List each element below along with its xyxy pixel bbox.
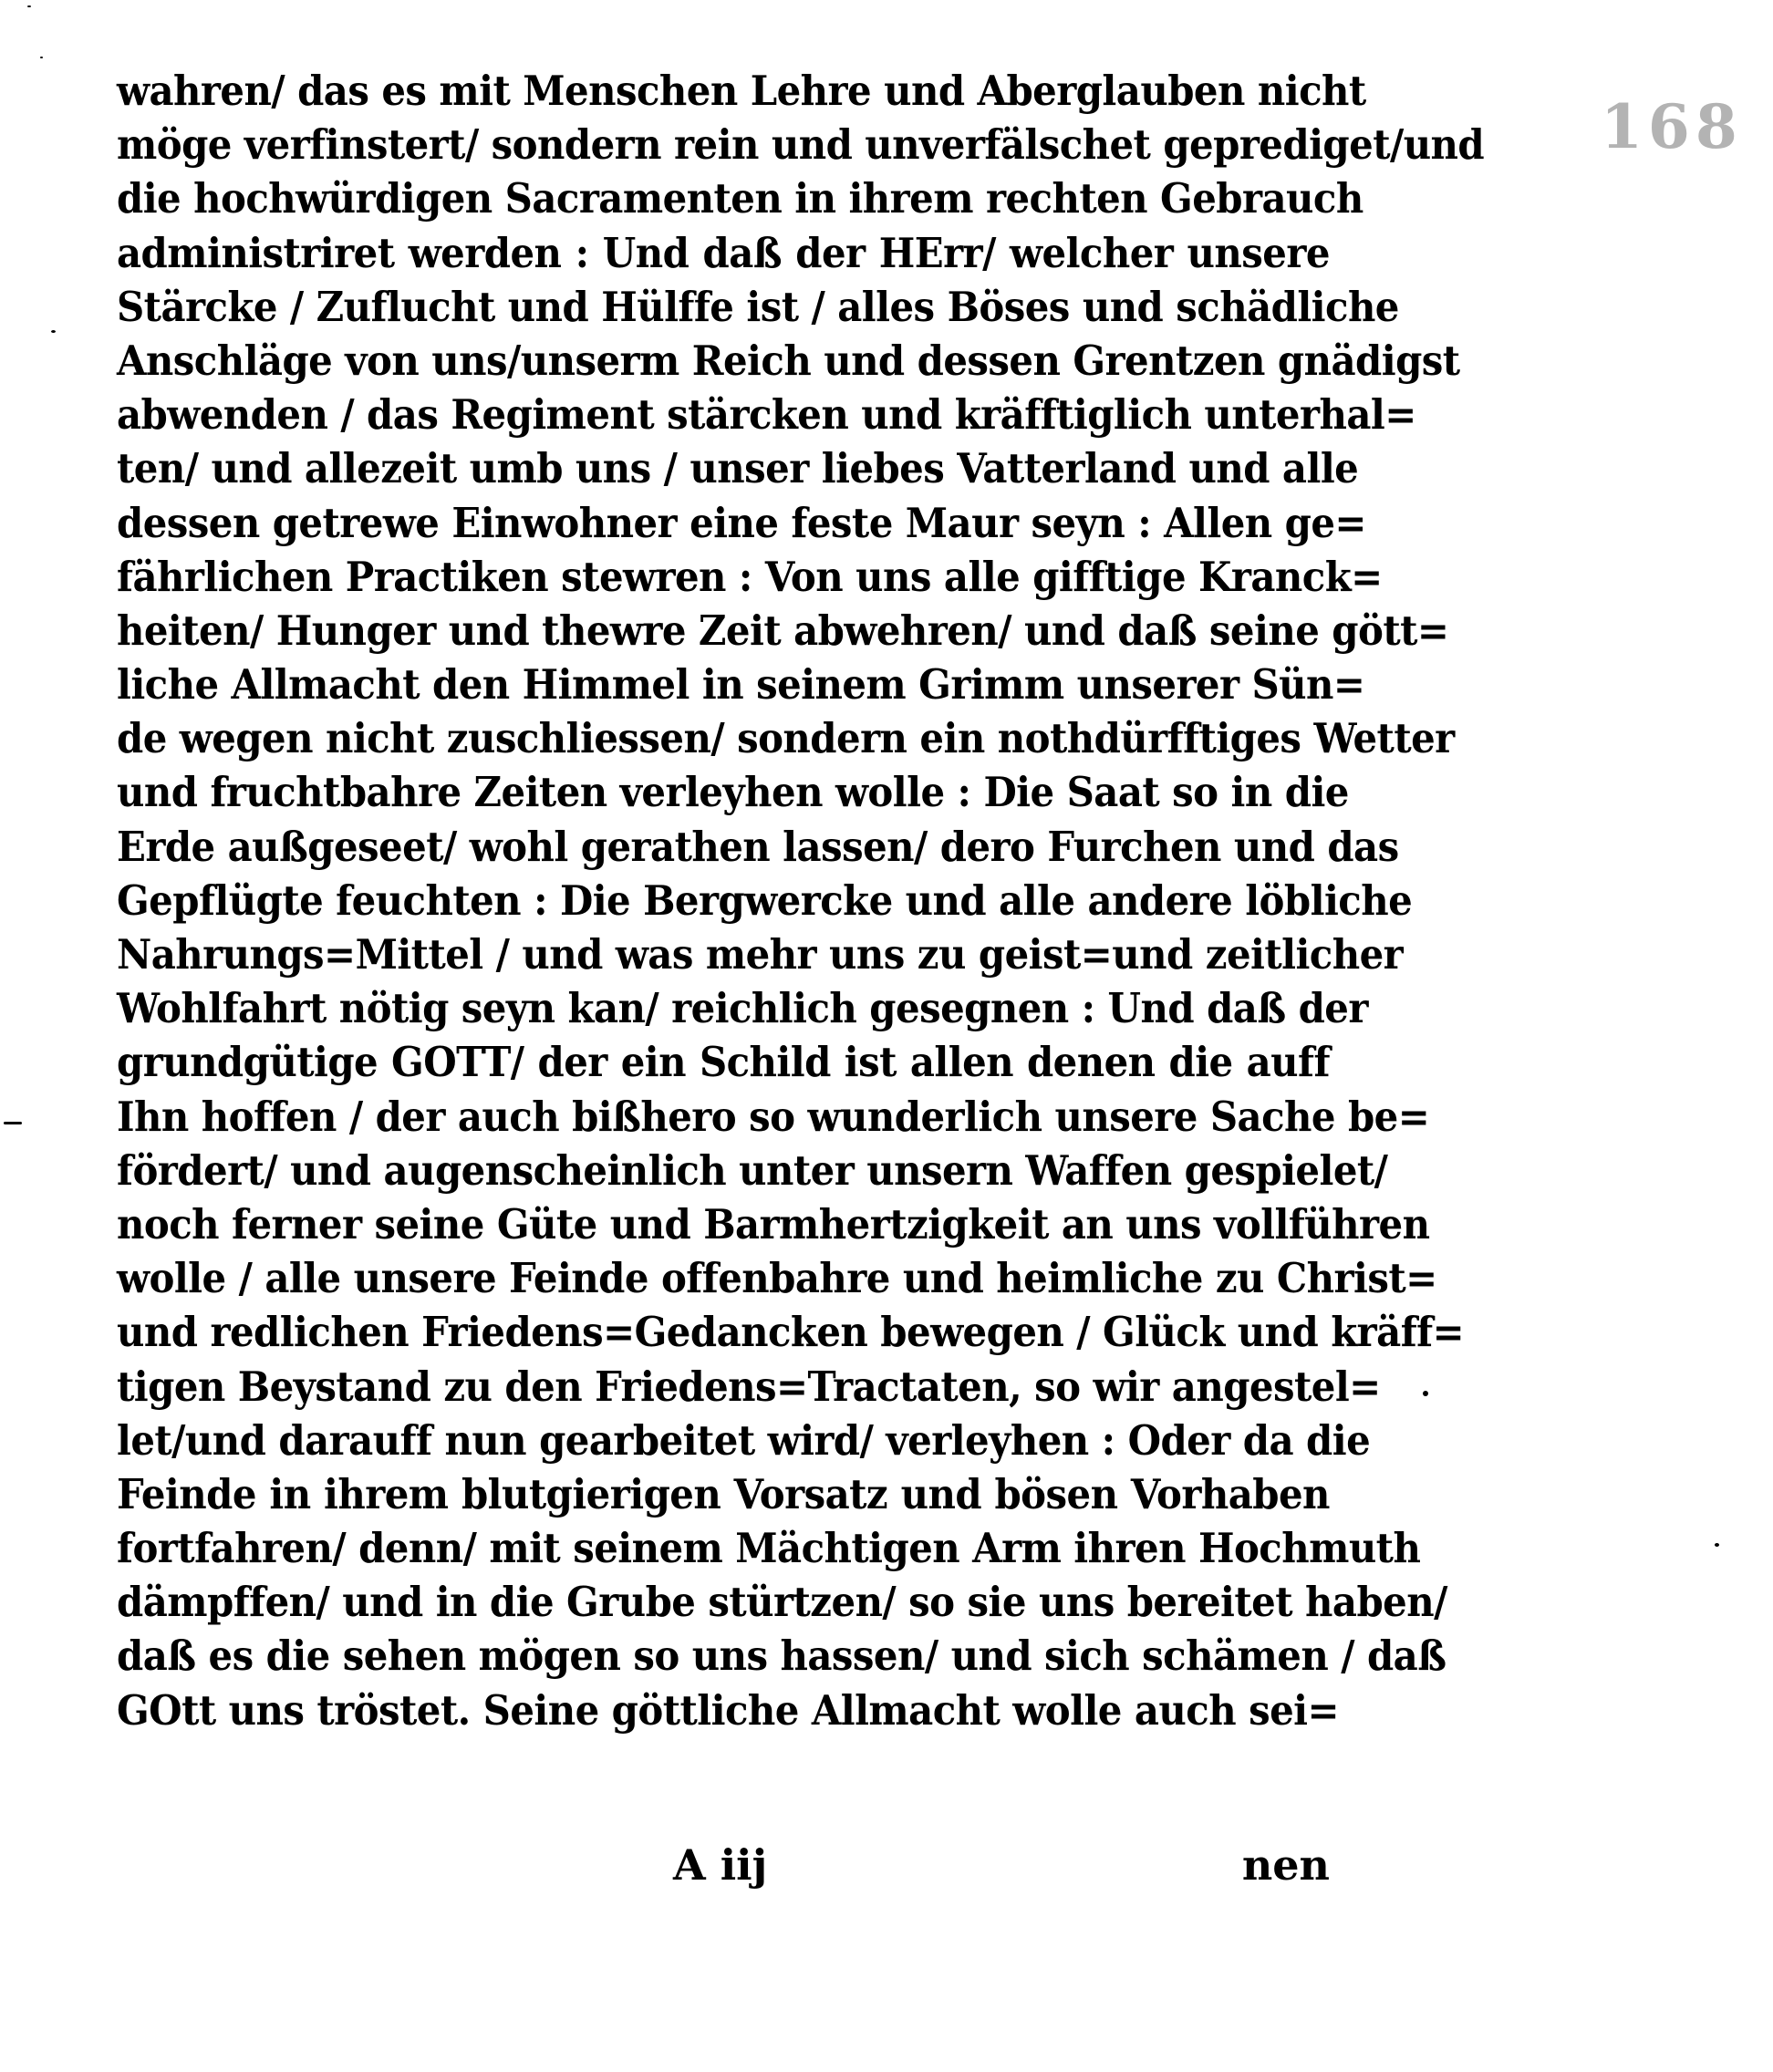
text-line: die hochwürdigen Sacramenten in ihrem rechten Gebrauch (117, 174, 1363, 223)
text-line: fortfahren/ denn/ mit seinem Mächtigen Arm ihren Hochmuth (117, 1524, 1421, 1573)
catchword: nen (1241, 1840, 1330, 1890)
text-line: abwenden / das Regiment stärcken und kräfftiglich unterhal= (117, 390, 1416, 440)
text-line: dämpffen/ und in die Grube stürtzen/ so sie uns bereitet haben/ (117, 1578, 1447, 1627)
text-line: Wohlfahrt nötig seyn kan/ reichlich gesegnen : Und daß der (117, 984, 1368, 1033)
text-line: administriret werden : Und daß der HErr/ welcher unsere (117, 228, 1330, 277)
text-line: let/und darauff nun gearbeitet wird/ verleyhen : Oder da die (117, 1415, 1371, 1465)
text-line: Feinde in ihrem blutgierigen Vorsatz und bösen Vorhaben (117, 1469, 1330, 1518)
scan-speck (27, 5, 31, 7)
text-line: wolle / alle unsere Feinde offenbahre und heimliche zu Christ= (117, 1254, 1437, 1303)
text-line: Gepflügte feuchten : Die Bergwercke und alle andere löbliche (117, 875, 1413, 925)
text-line: und fruchtbahre Zeiten verleyhen wolle : Die Saat so in die (117, 768, 1349, 817)
scan-speck (51, 330, 56, 333)
text-line: fährlichen Practiken stewren : Von uns alle gifftige Kranck= (117, 552, 1383, 601)
text-line: wahren/ das es mit Menschen Lehre und Aberglauben nicht (117, 67, 1366, 115)
text-line: GOtt uns tröstet. Seine göttliche Allmacht wolle auch sei= (117, 1685, 1340, 1735)
text-line: heiten/ Hunger und thewre Zeit abwehren/ und daß seine gött= (117, 606, 1449, 655)
text-line: fördert/ und augenscheinlich unter unsern Waffen gespielet/ (117, 1145, 1388, 1195)
body-text (117, 64, 1485, 1737)
text-line: grundgütige GOTT/ der ein Schild ist allen denen die auff (117, 1038, 1330, 1087)
text-line: ten/ und allezeit umb uns / unser liebes Vatterland und alle (117, 444, 1359, 493)
text-line: tigen Beystand zu den Friedens=Tractaten, so wir angestel= (117, 1362, 1381, 1411)
scan-speck (1423, 1391, 1428, 1396)
text-line: möge verfinstert/ sondern rein und unverfälschet geprediget/und (117, 120, 1485, 170)
page-number: 168 (1601, 91, 1743, 162)
page-footer (117, 1838, 1330, 1892)
text-line: noch ferner seine Güte und Barmhertzigkeit an uns vollführen (117, 1199, 1430, 1248)
scan-speck (40, 57, 43, 58)
signature-mark: A iij (673, 1840, 768, 1890)
text-line: Erde außgeseet/ wohl gerathen lassen/ dero Furchen und das (117, 822, 1399, 871)
text-line: Anschläge von uns/unserm Reich und dessen Grentzen gnädigst (117, 336, 1460, 385)
text-line: liche Allmacht den Himmel in seinem Grimm unserer Sün= (117, 660, 1365, 710)
text-line: Ihn hoffen / der auch bißhero so wunderlich unsere Sache be= (117, 1092, 1430, 1141)
text-line: und redlichen Friedens=Gedancken bewegen / Glück und kräff= (117, 1308, 1465, 1357)
text-line: dessen getrewe Einwohner eine feste Maur seyn : Allen ge= (117, 498, 1366, 547)
text-line: Nahrungs=Mittel / und was mehr uns zu geist=und zeitlicher (117, 930, 1404, 979)
text-line: Stärcke / Zuflucht und Hülffe ist / alles Böses und schädliche (117, 282, 1399, 331)
scan-speck (1715, 1543, 1719, 1547)
text-line: daß es die sehen mögen so uns hassen/ und sich schämen / daß (117, 1632, 1446, 1681)
scan-speck (4, 1122, 22, 1124)
text-line: de wegen nicht zuschliessen/ sondern ein nothdürfftiges Wetter (117, 714, 1455, 763)
